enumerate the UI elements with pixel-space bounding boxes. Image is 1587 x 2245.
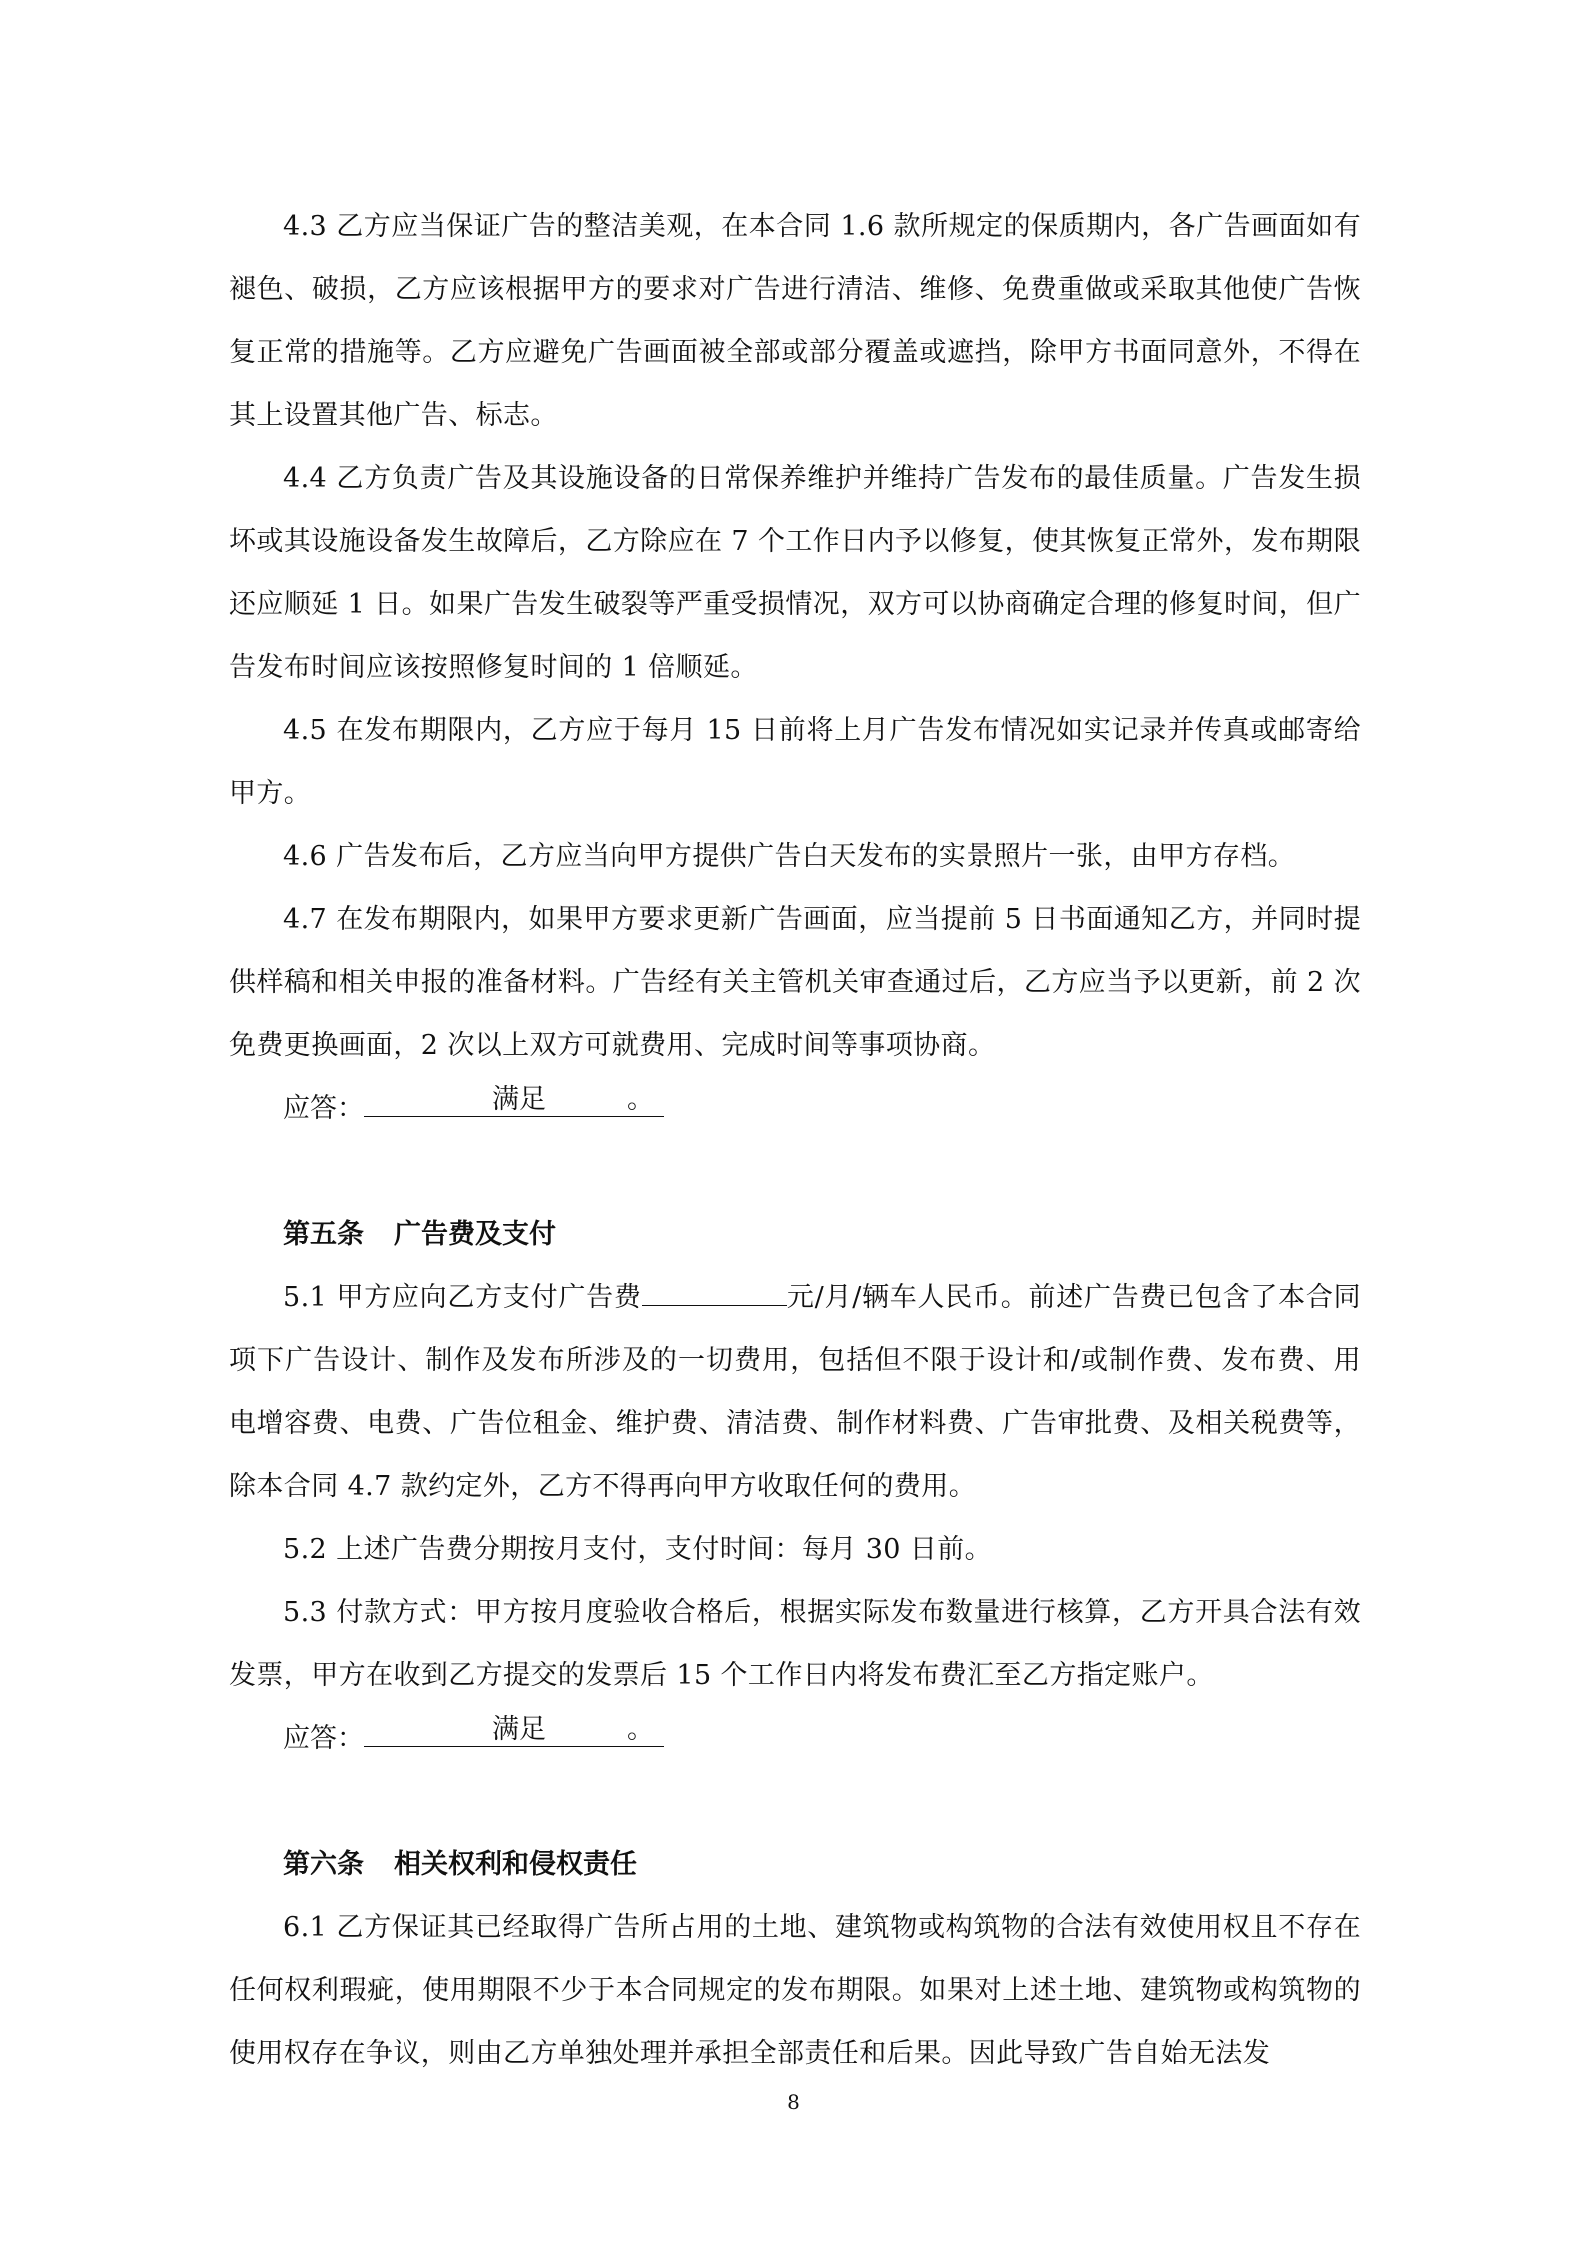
clause-4-5: 4.5 在发布期限内，乙方应于每月 15 日前将上月广告发布情况如实记录并传真或邮寄给甲方。 <box>229 715 1361 809</box>
section-6-heading <box>229 1833 1361 1896</box>
clause-4-6: 4.6 广告发布后，乙方应当向甲方提供广告白天发布的实景照片一张，由甲方存档。 <box>283 841 1296 872</box>
answer-field <box>364 1082 664 1117</box>
section-spacer <box>229 1770 1361 1833</box>
answer-label: 应答： <box>283 1093 364 1124</box>
section-6-title: 相关权利和侵权责任 <box>394 1849 637 1880</box>
fee-blank <box>642 1277 787 1306</box>
clause-4-4: 4.4 乙方负责广告及其设施设备的日常保养维护并维持广告发布的最佳质量。广告发生损坏或其设施设备发生故障后，乙方除应在 7 个工作日内予以修复，使其恢复正常外，发布期限还应顺延 1 日。如果广告发生破裂等严重受损情况，双方可以协商确定合理的修复时间，但广告发布时间应该按照修复时间的 1 倍顺延。 <box>229 463 1361 683</box>
section-5-heading <box>229 1203 1361 1266</box>
answer-label: 应答： <box>283 1723 364 1754</box>
answer-field <box>364 1712 664 1747</box>
clause-5-1-part-a: 5.1 甲方应向乙方支付广告费 <box>283 1282 642 1313</box>
answer-section-4 <box>229 1077 1361 1140</box>
section-6-number: 第六条 <box>283 1849 364 1880</box>
clause-4-3: 4.3 乙方应当保证广告的整洁美观，在本合同 1.6 款所规定的保质期内，各广告画面如有褪色、破损，乙方应该根据甲方的要求对广告进行清洁、维修、免费重做或采取其他使广告恢复正常的措施等。乙方应避免广告画面被全部或部分覆盖或遮挡，除甲方书面同意外，不得在其上设置其他广告、标志。 <box>229 211 1361 431</box>
document-body <box>229 195 1361 2085</box>
answer-value: 满足 <box>492 1084 546 1115</box>
answer-value: 满足 <box>492 1714 546 1745</box>
clause-6-1: 6.1 乙方保证其已经取得广告所占用的土地、建筑物或构筑物的合法有效使用权且不存在任何权利瑕疵，使用期限不少于本合同规定的发布期限。如果对上述土地、建筑物或构筑物的使用权存在争议，则由乙方单独处理并承担全部责任和后果。因此导致广告自始无法发 <box>229 1912 1361 2069</box>
section-5-number: 第五条 <box>283 1219 364 1250</box>
answer-section-5 <box>229 1707 1361 1770</box>
page-number: 8 <box>787 2090 800 2114</box>
clause-4-7: 4.7 在发布期限内，如果甲方要求更新广告画面，应当提前 5 日书面通知乙方，并同时提供样稿和相关申报的准备材料。广告经有关主管机关审查通过后，乙方应当予以更新，前 2 次免费更换画面，2 次以上双方可就费用、完成时间等事项协商。 <box>229 904 1361 1061</box>
clause-5-1 <box>229 1266 1361 1518</box>
answer-end-mark: 。 <box>627 1714 654 1745</box>
clause-5-1-part-b: 元/月/辆车人民币。前述广告费已包含了本合同项下广告设计、制作及发布所涉及的一切费用，包括但不限于设计和/或制作费、发布费、用电增容费、电费、广告位租金、维护费、清洁费、制作材料费、广告审批费、及相关税费等，除本合同 4.7 款约定外，乙方不得再向甲方收取任何的费用。 <box>229 1282 1361 1502</box>
clause-5-3: 5.3 付款方式：甲方按月度验收合格后，根据实际发布数量进行核算，乙方开具合法有效发票，甲方在收到乙方提交的发票后 15 个工作日内将发布费汇至乙方指定账户。 <box>229 1597 1361 1691</box>
section-spacer <box>229 1140 1361 1203</box>
section-5-title: 广告费及支付 <box>394 1219 556 1250</box>
answer-end-mark: 。 <box>627 1084 654 1115</box>
clause-5-2: 5.2 上述广告费分期按月支付，支付时间：每月 30 日前。 <box>283 1534 993 1565</box>
